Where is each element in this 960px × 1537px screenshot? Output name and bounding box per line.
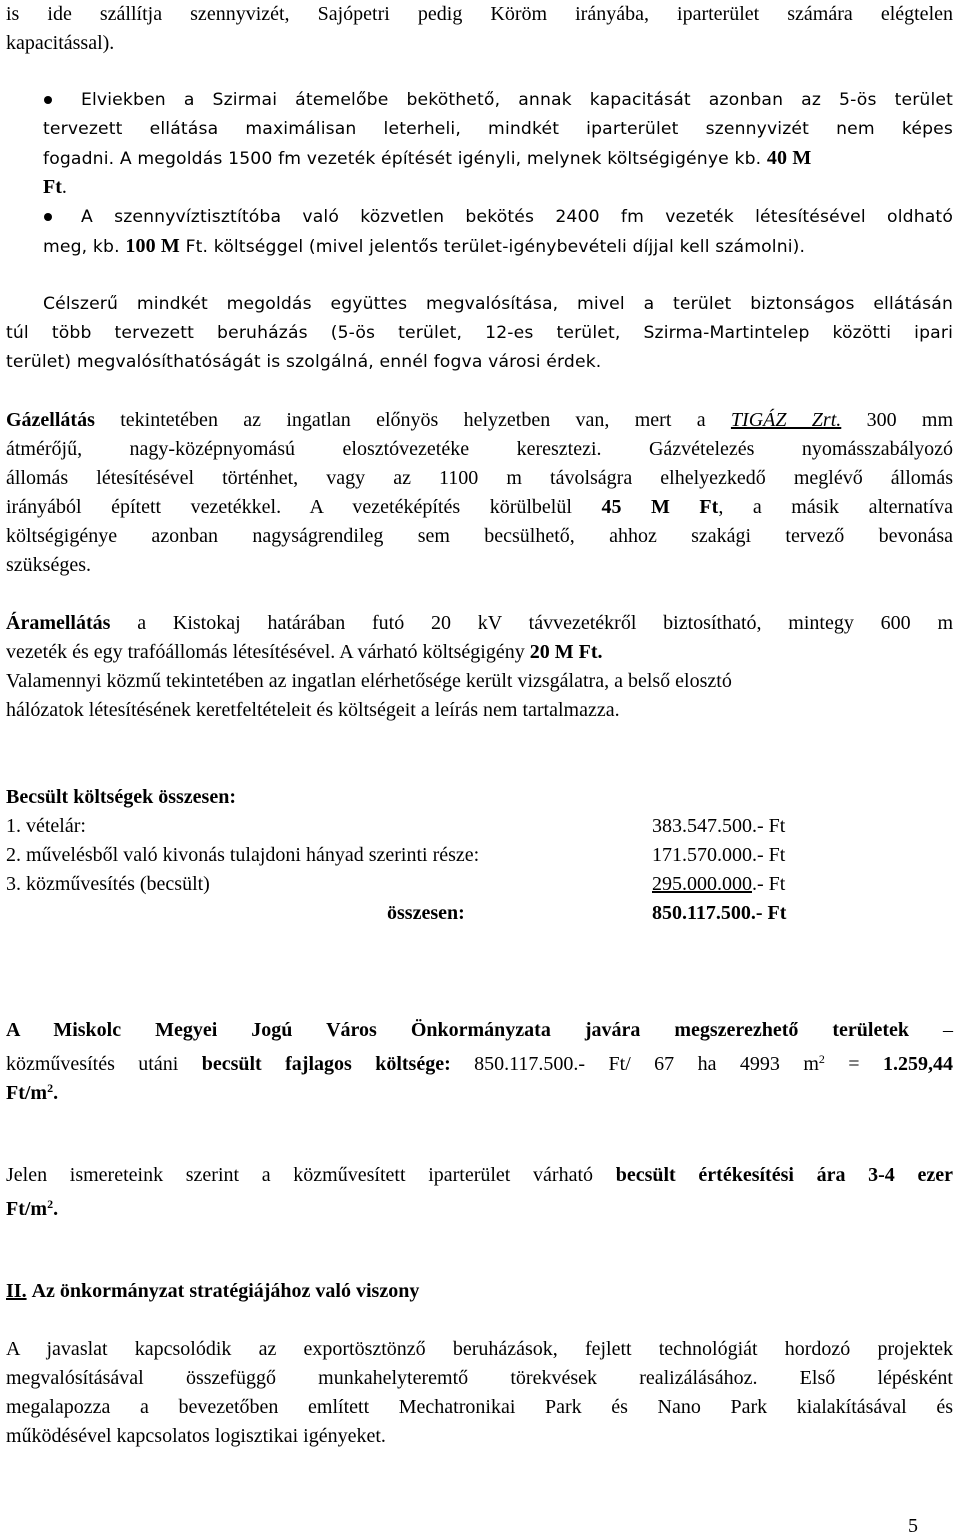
text-line: túl több tervezett beruházás (5-ös terület, 12-es terület, Szirma-Martintelep közötti ipari xyxy=(6,323,953,343)
cost-row xyxy=(6,872,836,896)
cost-label: 2. művelésből való kivonás tulajdoni hányad szerinti része: xyxy=(6,844,480,866)
text-span: irányából épített vezetékkel. A vezetéképítés körülbelül xyxy=(6,496,572,518)
text-line xyxy=(6,1047,953,1076)
text-bold: Áramellátás xyxy=(6,612,111,634)
text-span: Ft. költséggel (mivel jelentős terület-igénybevételi díjjal kell számolni). xyxy=(185,237,806,257)
text-line: hálózatok létesítésének keretfeltételeit és költségeit a leírás nem tartalmazza. xyxy=(6,699,620,721)
costs-heading xyxy=(6,785,953,809)
company-link[interactable]: TIGÁZ Zrt. xyxy=(730,409,842,431)
cost-value: 171.570.000.- Ft xyxy=(652,844,786,866)
text-span: meg, kb. xyxy=(43,237,120,257)
text-span: .- Ft xyxy=(752,873,786,895)
text-line xyxy=(6,640,953,664)
text-underlined: 295.000.000 xyxy=(652,873,752,895)
text-span: 850.117.500.- Ft/ 67 ha 4993 m xyxy=(474,1053,819,1075)
text-line xyxy=(6,1192,953,1221)
section-number: II. xyxy=(6,1280,27,1302)
text-line xyxy=(6,408,953,432)
text-bold: Ft/m xyxy=(6,1198,48,1220)
cost-label: 3. közművesítés (becsült) xyxy=(6,873,210,895)
cost-row xyxy=(6,814,836,838)
text-span: a Kistokaj határában futó 20 kV távvezetékről biztosítható, mintegy 600 m xyxy=(137,612,953,634)
cost-value xyxy=(652,872,785,896)
text-span: fogadni. A megoldás 1500 fm vezeték építését igényli, melynek költségigénye kb. xyxy=(43,149,762,169)
text-span: . xyxy=(61,176,67,198)
text-line xyxy=(6,1076,953,1105)
text-bold: 45 M Ft xyxy=(601,496,719,518)
page-number: 5 xyxy=(908,1515,918,1537)
text-span: közművesítés utáni xyxy=(6,1053,179,1075)
text-line xyxy=(6,1018,953,1042)
cost-total-label: összesen: xyxy=(387,902,465,924)
text-sup: 2 xyxy=(47,1081,54,1095)
text-bold: Ft xyxy=(43,176,62,198)
text-sup: 2 xyxy=(47,1197,54,1211)
text-bold: . xyxy=(53,1198,59,1220)
text-span: 300 mm xyxy=(866,409,954,431)
text-bold: Gázellátás xyxy=(6,409,95,431)
text-span: , a másik alternatíva xyxy=(718,496,953,518)
text-bold: 20 M Ft. xyxy=(529,641,603,663)
text-bold: 1.259,44 xyxy=(883,1053,953,1075)
cost-total-value: 850.117.500.- Ft xyxy=(652,902,787,924)
section-heading xyxy=(6,1279,953,1303)
text-span: vezeték és egy trafóállomás létesítésével. A várható költségigény xyxy=(6,641,525,663)
cost-label: 1. vételár: xyxy=(6,815,86,837)
text-line: terület) megvalósíthatóságát is szolgálná, ennél fogva városi érdek. xyxy=(6,352,602,372)
text-span: – xyxy=(943,1019,954,1041)
text-bold: 100 M xyxy=(125,235,180,257)
text-line xyxy=(43,175,953,199)
text-bold: becsült fajlagos költsége: xyxy=(201,1053,451,1075)
text-line: megvalósításával összefüggő munkahelyteremtő törekvések realizálásához. Első lépésként xyxy=(6,1367,953,1389)
cost-value: 383.547.500.- Ft xyxy=(652,815,786,837)
text-bold: Ft/m xyxy=(6,1082,48,1104)
bullet-icon xyxy=(44,213,52,221)
text-line: megalapozza a bevezetőben említett Mechatronikai Park és Nano Park kialakításával és xyxy=(6,1396,953,1418)
text-line xyxy=(6,611,953,635)
text-line: Elviekben a Szirmai átemelőbe beköthető, annak kapacitását azonban az 5-ös terület xyxy=(81,90,953,110)
text-line: A szennyvíztisztítóba való közvetlen bekötés 2400 fm vezeték létesítésével oldható xyxy=(81,207,953,227)
bullet-icon xyxy=(44,96,52,104)
text-line: állomás létesítésével történhet, vagy az 1100 m távolságra elhelyezkedő meglévő állomás xyxy=(6,467,953,489)
text-bold: becsült értékesítési ára 3-4 ezer xyxy=(615,1164,953,1186)
text-line: Célszerű mindkét megoldás együttes megvalósítása, mivel a terület biztonságos ellátásán xyxy=(43,294,953,314)
section-title: Az önkormányzat stratégiájához való viszony xyxy=(31,1280,420,1302)
text-line: működésével kapcsolatos logisztikai igényeket. xyxy=(6,1425,386,1447)
text-line: kapacitással). xyxy=(6,32,115,54)
text-line xyxy=(6,1163,953,1187)
text-bold: Becsült költségek összesen: xyxy=(6,786,236,808)
text-line: A javaslat kapcsolódik az exportösztönző beruházások, fejlett technológiát hordozó projektek xyxy=(6,1338,953,1360)
text-line xyxy=(43,234,953,259)
text-line: szükséges. xyxy=(6,554,91,576)
text-span: = xyxy=(848,1053,860,1075)
text-sup: 2 xyxy=(818,1052,825,1066)
text-line: is ide szállítja szennyvizét, Sajópetri pedig Köröm irányába, iparterület számára elégtelen xyxy=(6,3,953,25)
cost-row xyxy=(6,843,836,867)
cost-total-row xyxy=(6,901,836,925)
text-span: Jelen ismereteink szerint a közművesített iparterület várható xyxy=(6,1164,594,1186)
text-bold: . xyxy=(53,1082,59,1104)
text-line: tervezett ellátása maximálisan leterheli, mindkét iparterület szennyvizét nem képes xyxy=(43,119,953,139)
text-bold: 40 M xyxy=(766,147,812,169)
text-bold: A Miskolc Megyei Jogú Város Önkormányzata javára megszerezhető területek xyxy=(6,1019,909,1041)
text-line xyxy=(43,146,953,171)
text-line: átmérőjű, nagy-középnyomású elosztóvezetéke keresztezi. Gázvételezés nyomásszabályozó xyxy=(6,438,953,460)
text-line: költségigénye azonban nagyságrendileg sem becsülhető, ahhoz szakági tervező bevonása xyxy=(6,525,953,547)
text-line xyxy=(6,495,953,519)
text-line: Valamennyi közmű tekintetében az ingatlan elérhetősége került vizsgálatra, a belső elosztó xyxy=(6,670,732,692)
text-span: tekintetében az ingatlan előnyös helyzetben van, mert a xyxy=(120,409,706,431)
